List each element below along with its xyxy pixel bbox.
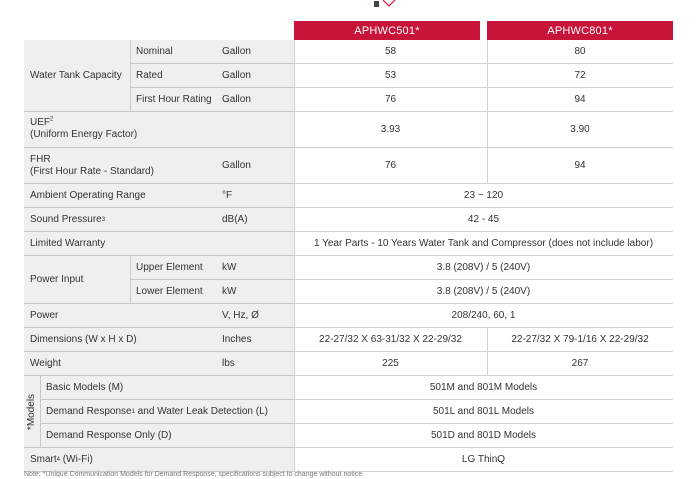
smart-value: LG ThinQ — [294, 448, 673, 472]
dr-only-label: Demand Response Only (D) — [40, 424, 294, 448]
dr-leak-label: Demand Response 1 and Water Leak Detection (L) — [40, 400, 294, 424]
dimensions-unit: Inches — [216, 328, 294, 352]
power-value: 208/240, 60, 1 — [294, 304, 673, 328]
sound-pressure-unit: dB(A) — [216, 208, 294, 232]
table-row — [24, 88, 673, 112]
power-unit: V, Hz, Ø — [216, 304, 294, 328]
weight-label: Weight — [24, 352, 216, 376]
uef-label-main: UEF — [30, 117, 50, 128]
power-input-label: Power Input — [24, 256, 130, 304]
weight-unit: lbs — [216, 352, 294, 376]
dr-leak-label-post: and Water Leak Detection (L) — [134, 405, 268, 417]
table-row — [24, 448, 673, 472]
first-hour-rating-value-501: 76 — [294, 88, 487, 112]
table-row — [24, 328, 673, 352]
table-row — [24, 280, 673, 304]
power-label: Power — [24, 304, 216, 328]
logo-mark-icon — [374, 0, 396, 8]
lower-element-value: 3.8 (208V) / 5 (240V) — [294, 280, 673, 304]
table-row — [24, 424, 673, 448]
sound-pressure-label-text: Sound Pressure — [30, 213, 102, 225]
nominal-value-501: 58 — [294, 40, 487, 64]
table-row — [24, 256, 673, 280]
table-header — [24, 21, 673, 40]
dimensions-label: Dimensions (W x H x D) — [24, 328, 216, 352]
first-hour-rating-value-801: 94 — [487, 88, 673, 112]
weight-value-501: 225 — [294, 352, 487, 376]
upper-element-value: 3.8 (208V) / 5 (240V) — [294, 256, 673, 280]
rated-value-501: 53 — [294, 64, 487, 88]
nominal-unit: Gallon — [216, 40, 294, 64]
warranty-value: 1 Year Parts - 10 Years Water Tank and Compressor (does not include labor) — [294, 232, 673, 256]
fhr-label-sub: (First Hour Rate - Standard) — [30, 166, 154, 177]
dr-only-value: 501D and 801D Models — [294, 424, 673, 448]
rated-value-801: 72 — [487, 64, 673, 88]
dr-leak-value: 501L and 801L Models — [294, 400, 673, 424]
upper-element-label: Upper Element — [130, 256, 216, 280]
model-header-501: APHWC501* — [294, 21, 480, 40]
table-row — [24, 304, 673, 328]
table-row — [24, 112, 673, 148]
footnote: Note: *Unique Communication Models for Demand Response, specifications subject to change without notice — [24, 471, 363, 478]
upper-element-unit: kW — [216, 256, 294, 280]
uef-value-801: 3.90 — [487, 112, 673, 148]
rated-label: Rated — [130, 64, 216, 88]
sound-pressure-value: 42 - 45 — [294, 208, 673, 232]
warranty-label: Limited Warranty — [24, 232, 294, 256]
table-row — [24, 64, 673, 88]
smart-label-text: Smart — [30, 453, 57, 465]
uef-value-501: 3.93 — [294, 112, 487, 148]
table-row — [24, 184, 673, 208]
ambient-range-label: Ambient Operating Range — [24, 184, 216, 208]
lower-element-label: Lower Element — [130, 280, 216, 304]
table-row — [24, 352, 673, 376]
fhr-unit: Gallon — [216, 148, 294, 184]
rated-unit: Gallon — [216, 64, 294, 88]
basic-models-value: 501M and 801M Models — [294, 376, 673, 400]
table-row — [24, 208, 673, 232]
sound-pressure-label: Sound Pressure 3 — [24, 208, 216, 232]
table-row — [24, 232, 673, 256]
first-hour-rating-label: First Hour Rating — [130, 88, 216, 112]
nominal-value-801: 80 — [487, 40, 673, 64]
fhr-label-main: FHR — [30, 154, 51, 165]
water-tank-capacity-label: Water Tank Capacity — [24, 40, 130, 112]
ambient-range-value: 23 ~ 120 — [294, 184, 673, 208]
smart-label: Smart 4 (Wi-Fi) — [24, 448, 294, 472]
dr-leak-label-pre: Demand Response — [46, 405, 132, 417]
weight-value-801: 267 — [487, 352, 673, 376]
dimensions-value-801: 22-27/32 X 79-1/16 X 22-29/32 — [487, 328, 673, 352]
first-hour-rating-unit: Gallon — [216, 88, 294, 112]
dimensions-value-501: 22-27/32 X 63-31/32 X 22-29/32 — [294, 328, 487, 352]
table-row — [24, 400, 673, 424]
ambient-range-unit: °F — [216, 184, 294, 208]
basic-models-label: Basic Models (M) — [40, 376, 294, 400]
fhr-value-501: 76 — [294, 148, 487, 184]
table-row — [24, 376, 673, 400]
nominal-label: Nominal — [130, 40, 216, 64]
fhr-label — [24, 148, 216, 184]
table-row — [24, 40, 673, 64]
uef-label-sub: (Uniform Energy Factor) — [30, 129, 138, 140]
table-row — [24, 148, 673, 184]
models-group-label: *Models — [26, 393, 37, 431]
model-header-801: APHWC801* — [487, 21, 673, 40]
fhr-value-801: 94 — [487, 148, 673, 184]
lower-element-unit: kW — [216, 280, 294, 304]
smart-label-post: (Wi-Fi) — [60, 453, 93, 465]
uef-label — [24, 112, 294, 148]
uef-footnote-ref: 2 — [50, 116, 54, 123]
